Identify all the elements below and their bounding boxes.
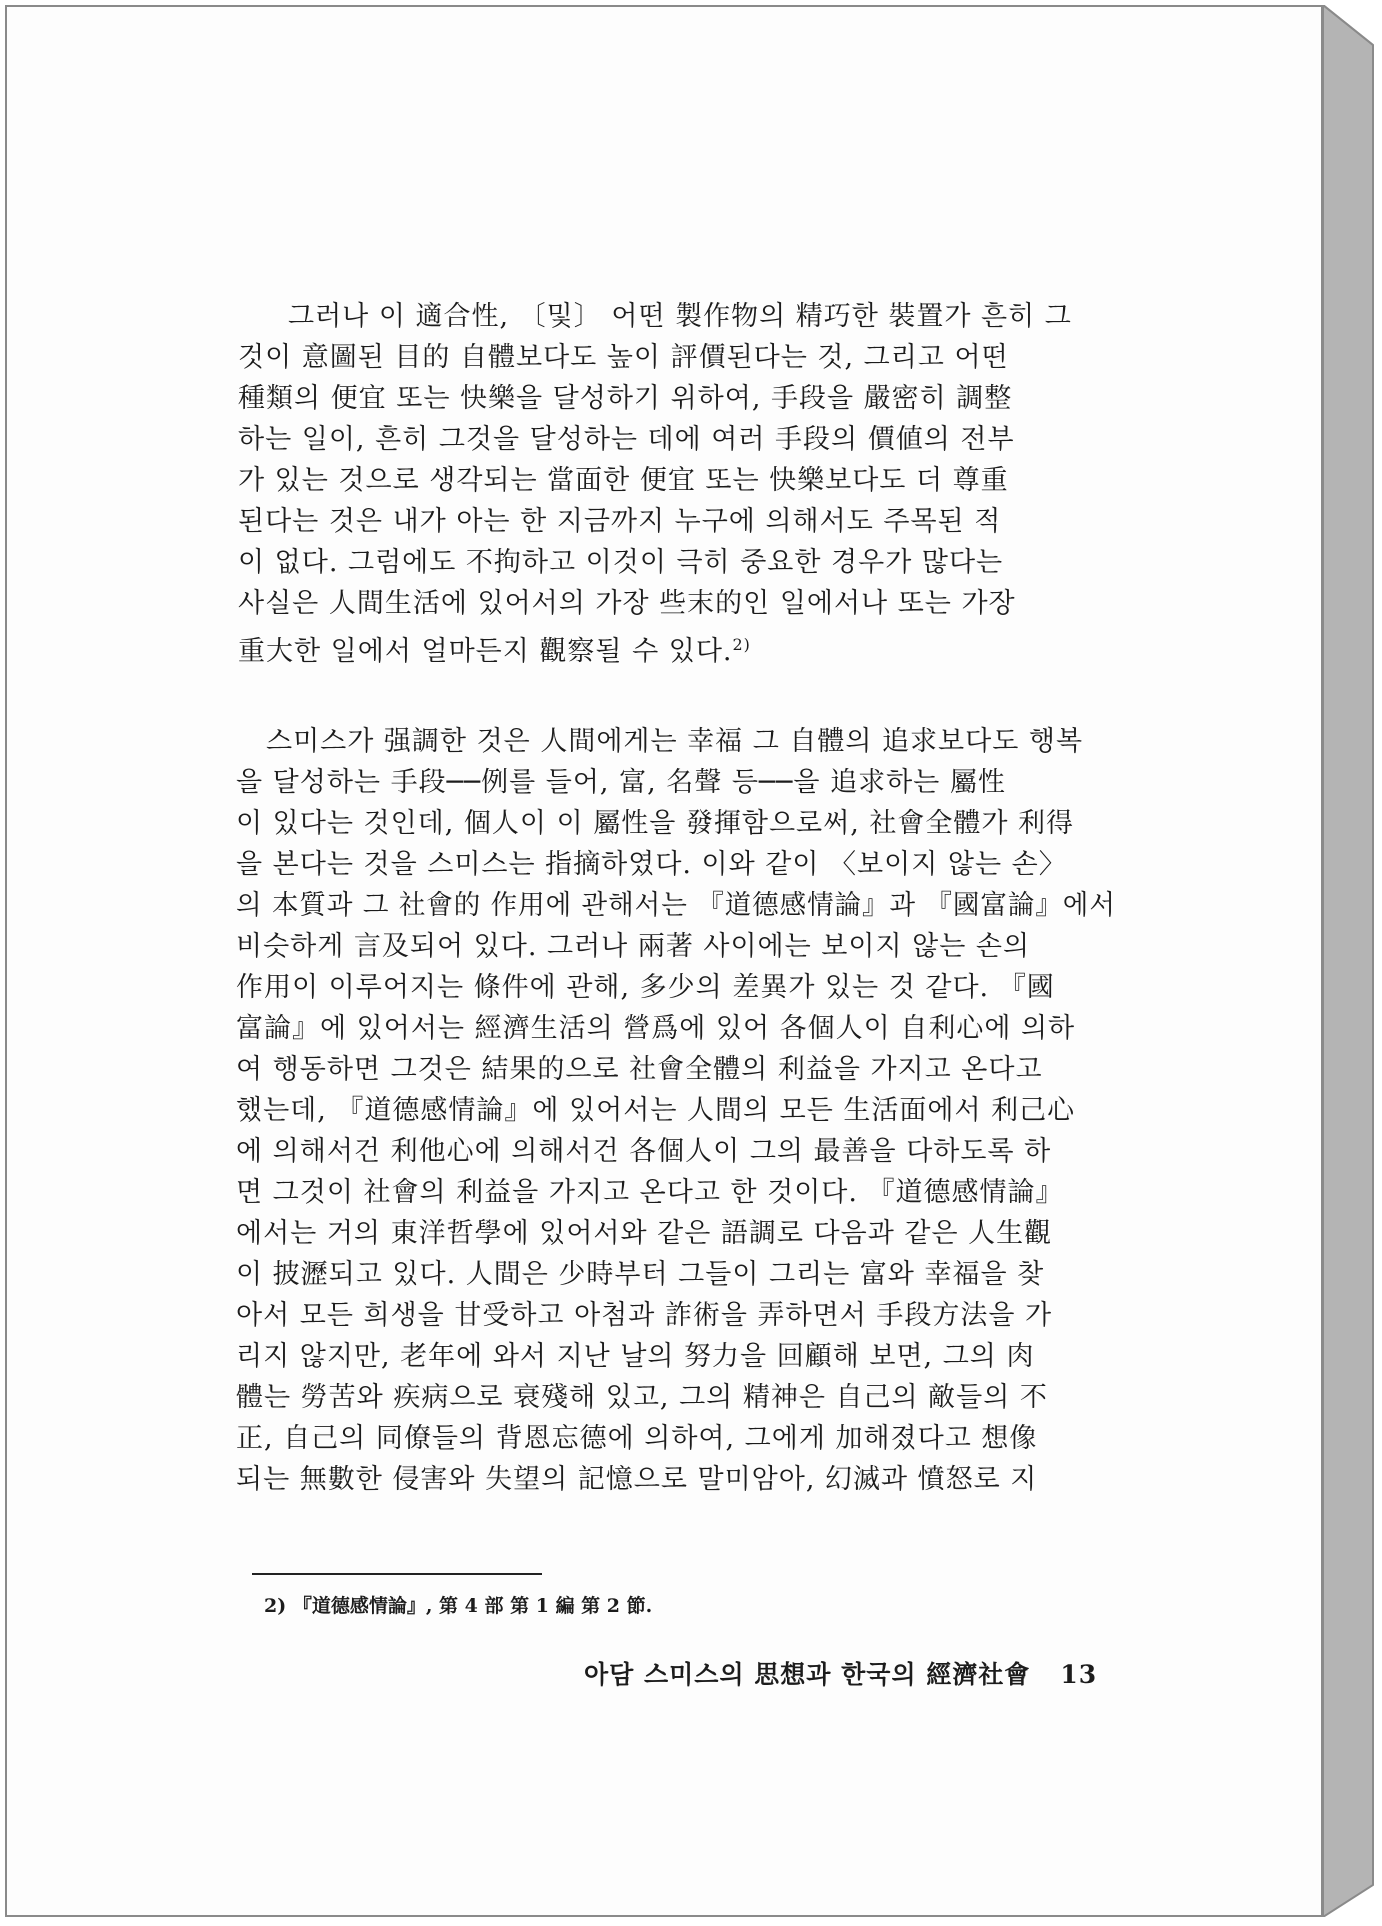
body-line-2: 을 달성하는 手段──例를 들어, 富, 名聲 등──을 追求하는 屬性 xyxy=(236,767,1006,798)
body-line-15: 아서 모든 희생을 甘受하고 아첨과 詐術을 弄하면서 手段方法을 가 xyxy=(236,1300,1053,1331)
footnote-reference: 2) xyxy=(732,635,751,654)
body-line-6: 비슷하게 言及되어 있다. 그러나 兩著 사이에는 보이지 않는 손의 xyxy=(236,931,1031,962)
quote-line-4: 하는 일이, 흔히 그것을 달성하는 데에 여러 手段의 價値의 전부 xyxy=(238,424,1015,455)
quote-line-8: 사실은 人間生活에 있어서의 가장 些末的인 일에서나 또는 가장 xyxy=(238,588,1016,619)
body-line-14: 이 披瀝되고 있다. 人間은 少時부터 그들이 그리는 富와 幸福을 찾 xyxy=(236,1259,1045,1290)
footnote-separator xyxy=(252,1573,542,1575)
quote-line-3: 種類의 便宜 또는 快樂을 달성하기 위하여, 手段을 嚴密히 調整 xyxy=(238,383,1013,414)
body-line-19: 되는 無數한 侵害와 失望의 記憶으로 말미암아, 幻滅과 憤怒로 지 xyxy=(236,1464,1038,1495)
body-line-1: 스미스가 强調한 것은 人間에게는 幸福 그 自體의 追求보다도 행복 xyxy=(266,726,1084,757)
running-footer xyxy=(584,1655,1097,1691)
body-line-9: 여 행동하면 그것은 結果的으로 社會全體의 利益을 가지고 온다고 xyxy=(236,1054,1043,1085)
body-line-3: 이 있다는 것인데, 個人이 이 屬性을 發揮함으로써, 社會全體가 利得 xyxy=(236,808,1075,839)
body-line-16: 리지 않지만, 老年에 와서 지난 날의 努力을 回顧해 보면, 그의 肉 xyxy=(236,1341,1035,1372)
body-line-10: 했는데, 『道德感情論』에 있어서는 人間의 모든 生活面에서 利己心 xyxy=(236,1095,1076,1126)
quote-line-6: 된다는 것은 내가 아는 한 지금까지 누구에 의해서도 주목된 적 xyxy=(238,506,1002,537)
body-line-5: 의 本質과 그 社會的 作用에 관해서는 『道德感情論』과 『國富論』에서 xyxy=(236,890,1116,921)
body-line-17: 體는 勞苦와 疾病으로 衰殘해 있고, 그의 精神은 自己의 敵들의 不 xyxy=(236,1382,1048,1413)
body-line-11: 에 의해서건 利他心에 의해서건 各個人이 그의 最善을 다하도록 하 xyxy=(236,1136,1052,1167)
running-title: 아담 스미스의 思想과 한국의 經濟社會 xyxy=(584,1660,1031,1689)
quote-line-5: 가 있는 것으로 생각되는 當面한 便宜 또는 快樂보다도 더 尊重 xyxy=(238,465,1009,496)
quote-last-text: 重大한 일에서 얼마든지 觀察될 수 있다. xyxy=(238,636,733,667)
body-line-8: 富論』에 있어서는 經濟生活의 營爲에 있어 各個人이 自利心에 의하 xyxy=(236,1013,1076,1044)
body-line-4: 을 본다는 것을 스미스는 指摘하였다. 이와 같이 〈보이지 않는 손〉 xyxy=(236,849,1067,880)
body-line-18: 正, 自己의 同僚들의 背恩忘德에 의하여, 그에게 加해졌다고 想像 xyxy=(236,1423,1038,1454)
quote-line-7: 이 없다. 그럼에도 不拘하고 이것이 극히 중요한 경우가 많다는 xyxy=(238,547,1004,578)
body-line-12: 면 그것이 社會의 利益을 가지고 온다고 한 것이다. 『道德感情論』 xyxy=(236,1177,1064,1208)
body-line-13: 에서는 거의 東洋哲學에 있어서와 같은 語調로 다음과 같은 人生觀 xyxy=(236,1218,1053,1249)
quote-line-1: 그러나 이 適合性, 〔및〕 어떤 製作物의 精巧한 裝置가 흔히 그 xyxy=(288,301,1072,332)
page-number: 13 xyxy=(1060,1660,1098,1689)
quote-line-2: 것이 意圖된 目的 自體보다도 높이 評價된다는 것, 그리고 어떤 xyxy=(238,342,1009,373)
footnote: 2) 『道德感情論』, 第 4 部 第 1 編 第 2 節. xyxy=(264,1595,653,1617)
body-line-7: 作用이 이루어지는 條件에 관해, 多少의 差異가 있는 것 같다. 『國 xyxy=(236,972,1055,1003)
quote-line-9 xyxy=(238,625,751,665)
